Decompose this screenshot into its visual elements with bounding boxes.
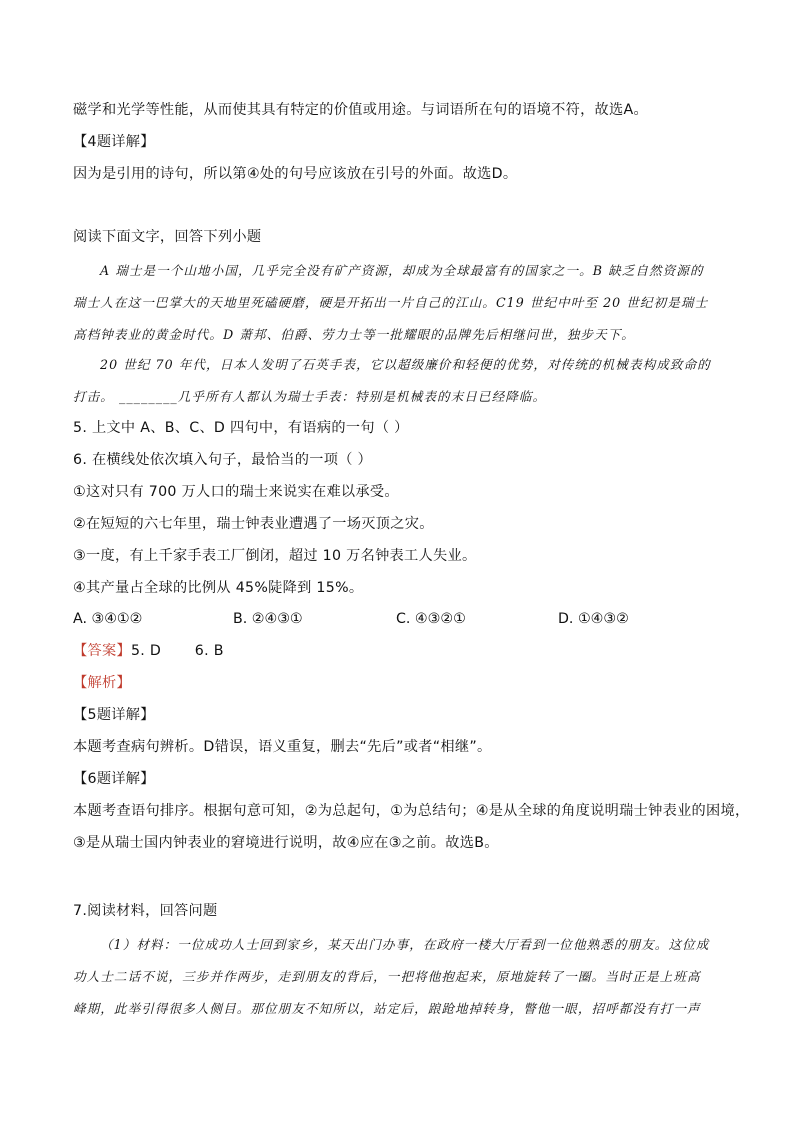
q6-explanation-line2: ③是从瑞士国内钟表业的窘境进行说明，故④应在③之前。故选B。 xyxy=(73,835,499,851)
q6-heading: 【6题详解】 xyxy=(73,771,155,787)
sentence-2: ②在短短的六七年里，瑞士钟表业遭遇了一场灭顶之灾。 xyxy=(73,516,434,532)
passage-p2-line1: 20 世纪 70 年代，日本人发明了石英手表，它以超级廉价和轻便的优势，对传统的机械表构成致命的 xyxy=(100,357,711,372)
answer-text: 5. D 6. B xyxy=(130,643,224,659)
passage-p1-line1: A 瑞士是一个山地小国，几乎完全没有矿产资源，却成为全球最富有的国家之一。B 缺乏自然资源的 xyxy=(100,263,704,278)
q5-heading: 【5题详解】 xyxy=(73,707,155,723)
analysis-label: 【解析】 xyxy=(73,675,131,691)
answer-line xyxy=(73,641,224,661)
q4-heading: 【4题详解】 xyxy=(73,134,155,150)
question-6: 6. 在横线处依次填入句子，最恰当的一项（ ） xyxy=(73,452,373,468)
option-a: A. ③④①② xyxy=(73,611,143,627)
q7-material-line3: 峰期，此举引得很多人侧目。那位朋友不知所以，站定后，踉跄地掉转身，瞥他一眼，招呼都没有打一声 xyxy=(73,1001,701,1016)
question-7-heading: 7.阅读材料，回答问题 xyxy=(73,903,218,919)
q7-material-line2: 功人士二话不说，三步并作两步，走到朋友的背后，一把将他抱起来，原地旋转了一圈。当时正是上班高 xyxy=(73,969,701,984)
sentence-1: ①这对只有 700 万人口的瑞士来说实在难以承受。 xyxy=(73,484,399,500)
top-line-1: 磁学和光学等性能，从而使其具有特定的价值或用途。与词语所在句的语境不符，故选A。 xyxy=(73,102,649,118)
q7-material-line1: （1）材料：一位成功人士回到家乡，某天出门办事，在政府一楼大厅看到一位他熟悉的朋友。这位成 xyxy=(100,937,710,952)
sentence-3: ③一度，有上千家手表工厂倒闭，超过 10 万名钟表工人失业。 xyxy=(73,548,477,564)
q5-explanation: 本题考查病句辨析。D错误，语义重复，删去“先后”或者“相继”。 xyxy=(73,739,492,755)
passage-p2-line2: 打击。 ________几乎所有人都认为瑞士手表：特别是机械表的末日已经降临。 xyxy=(73,389,547,404)
option-c: C. ④③②① xyxy=(396,611,466,627)
reading-intro: 阅读下面文字，回答下列小题 xyxy=(73,229,262,245)
sentence-4: ④其产量占全球的比例从 45%陡降到 15%。 xyxy=(73,580,364,596)
option-b: B. ②④③① xyxy=(233,611,303,627)
analysis-line xyxy=(73,673,131,693)
answer-label: 【答案】 xyxy=(73,643,131,659)
option-d: D. ①④③② xyxy=(558,611,629,627)
passage-p1-line3: 高档钟表业的黄金时代。D 萧邦、伯爵、劳力士等一批耀眼的品牌先后相继问世，独步天下。 xyxy=(73,327,635,342)
passage-p1-line2: 瑞士人在这一巴掌大的天地里死磕硬磨，硬是开拓出一片自己的江山。C19 世纪中叶至 20 世纪初是瑞士 xyxy=(73,295,709,310)
question-5: 5. 上文中 A、B、C、D 四句中，有语病的一句（ ） xyxy=(73,420,409,436)
q6-explanation-line1: 本题考查语句排序。根据句意可知，②为总起句，①为总结句；④是从全球的角度说明瑞士钟表业的困境， xyxy=(73,803,750,819)
q4-explanation: 因为是引用的诗句，所以第④处的句号应该放在引号的外面。故选D。 xyxy=(73,166,518,182)
